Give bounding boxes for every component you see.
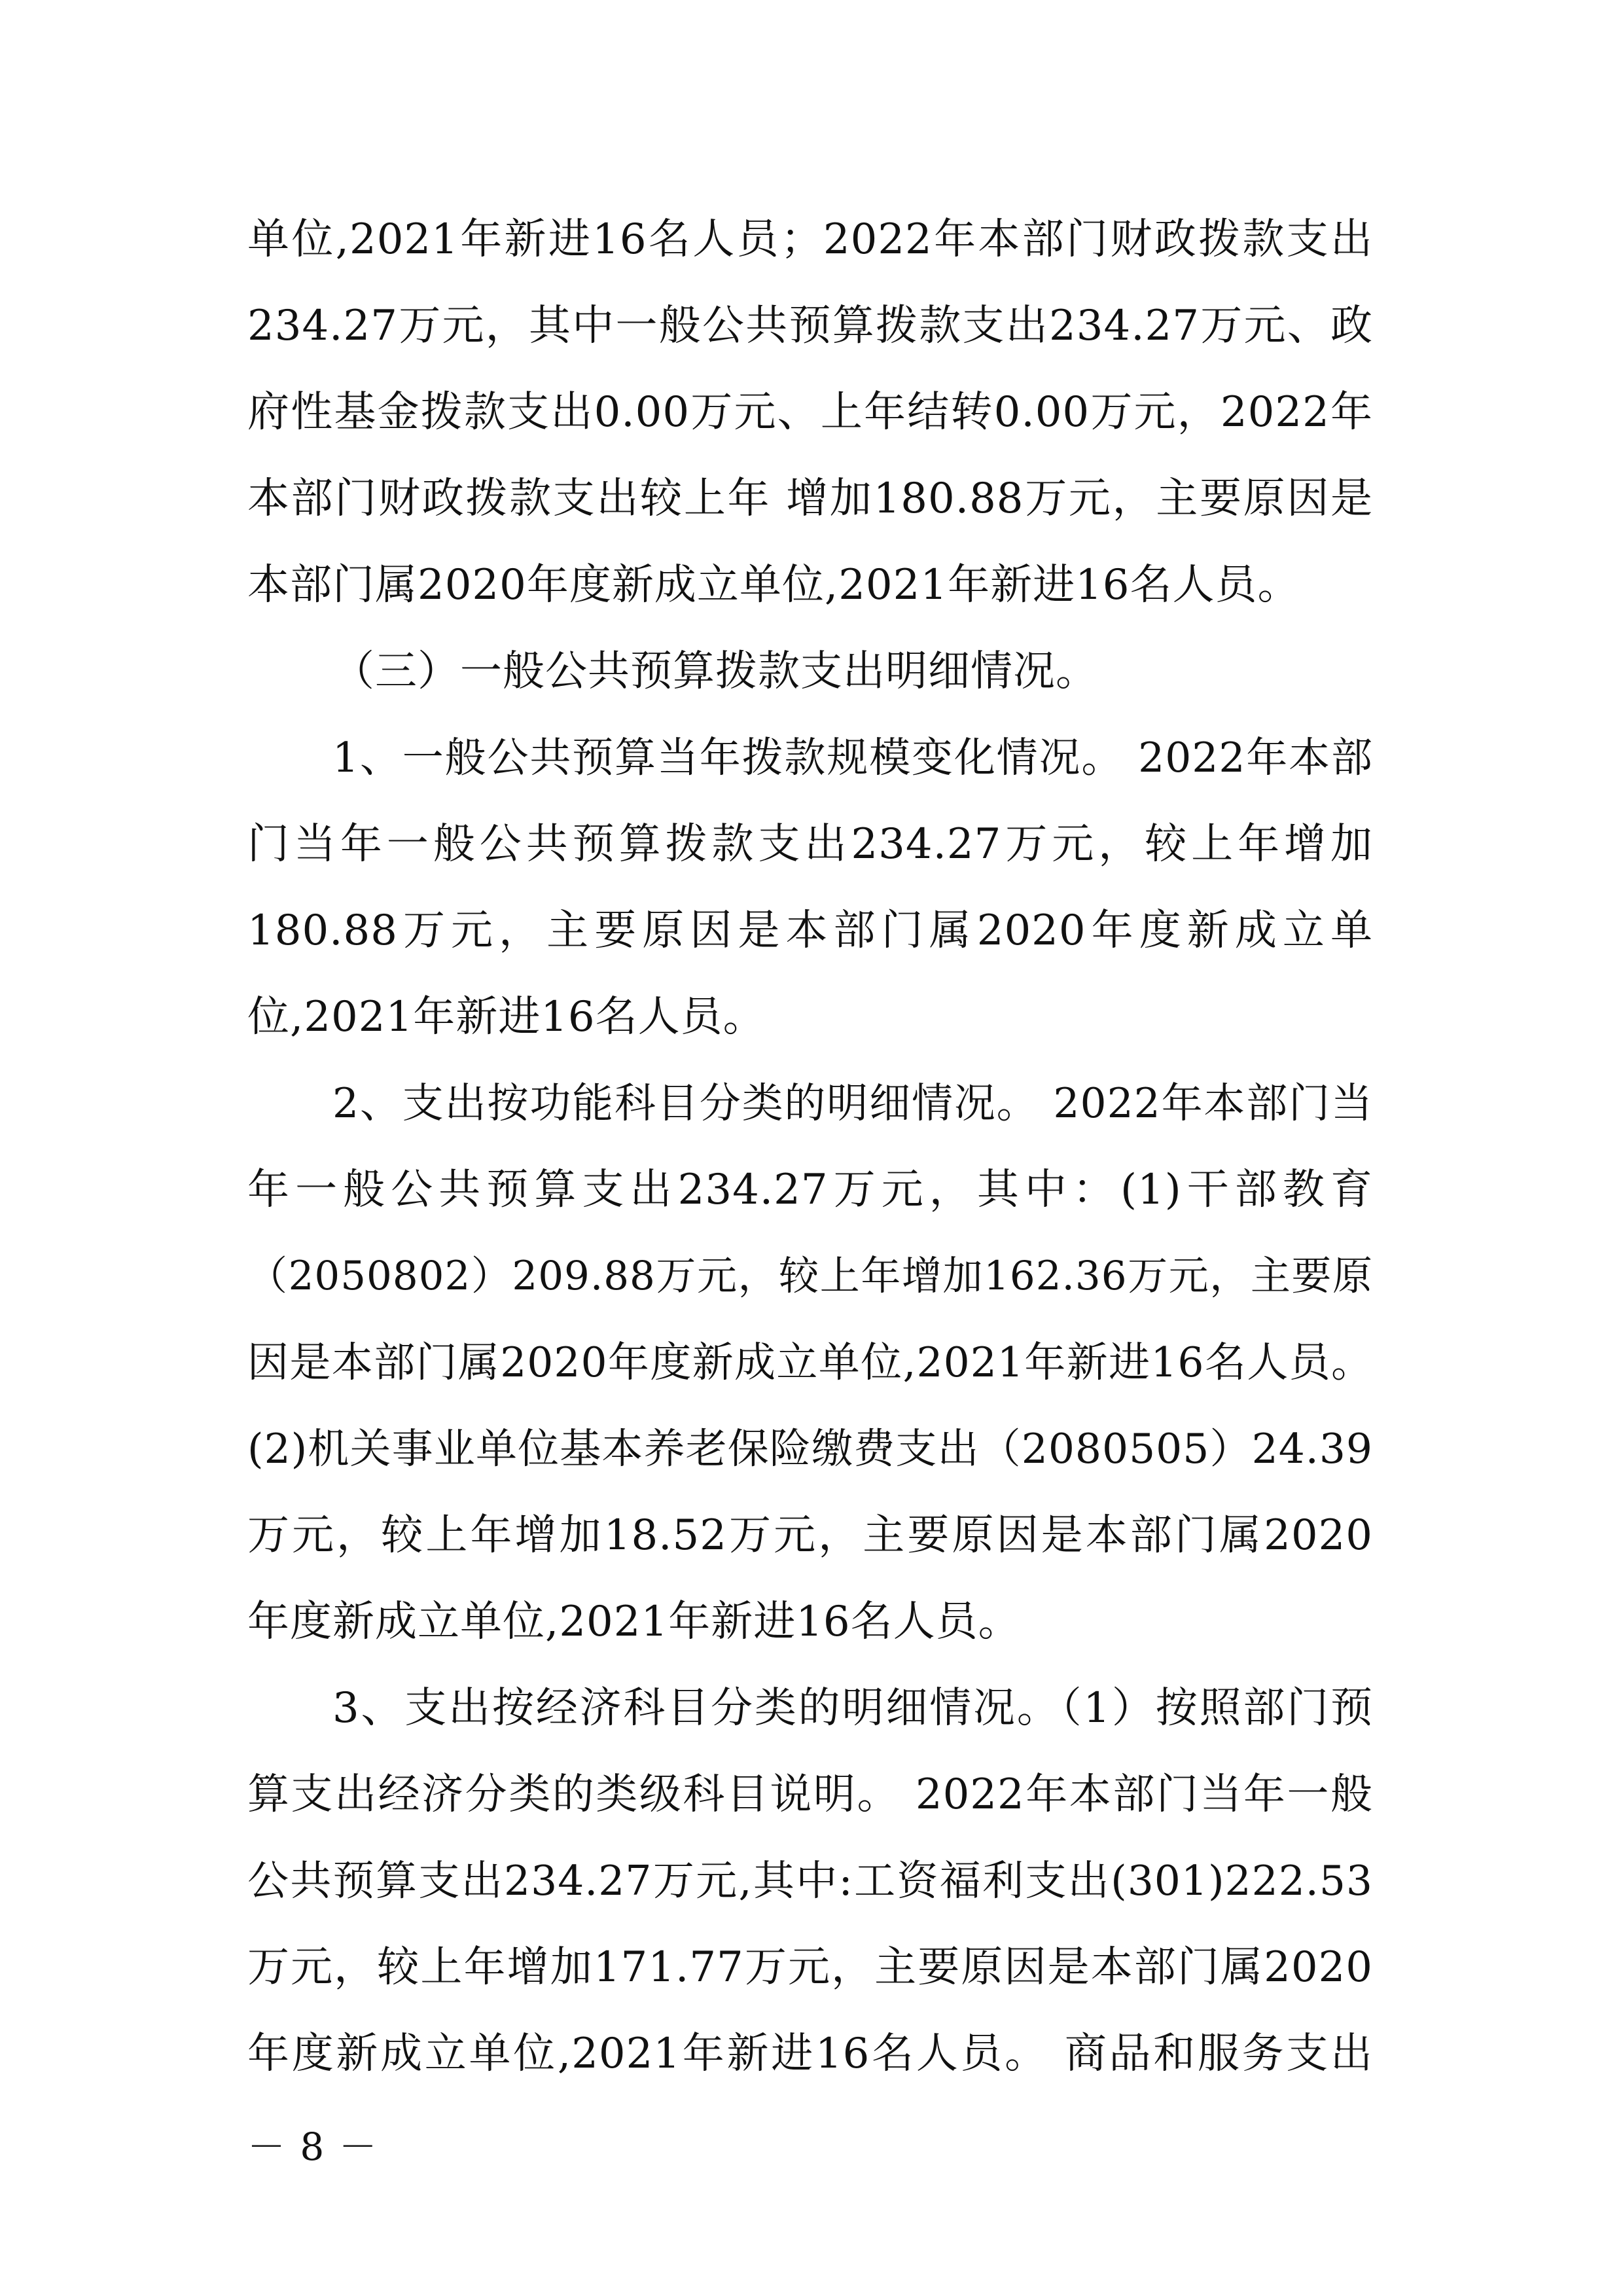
body-text-line: 234.27万元，其中一般公共预算拨款支出234.27万元、政 <box>247 302 1373 350</box>
body-text-line: 公共预算支出234.27万元,其中:工资福利支出(301)222.53 <box>247 1857 1373 1905</box>
body-text-line: 本部门属2020年度新成立单位,2021年新进16名人员。 <box>247 561 1300 609</box>
body-text-line: 因是本部门属2020年度新成立单位,2021年新进16名人员。 <box>247 1338 1373 1386</box>
paragraph-first-line: 1、一般公共预算当年拨款规模变化情况。 2022年本部 <box>332 734 1373 781</box>
body-text-line: 万元，较上年增加18.52万元，主要原因是本部门属2020 <box>247 1511 1373 1560</box>
body-text-line: 万元，较上年增加171.77万元，主要原因是本部门属2020 <box>247 1943 1373 1992</box>
body-text-line: (2)机关事业单位基本养老保险缴费支出（2080505）24.39 <box>247 1425 1373 1473</box>
section-heading: （三）一般公共预算拨款支出明细情况。 <box>332 647 1098 696</box>
body-text-line: 府性基金拨款支出0.00万元、上年结转0.00万元，2022年 <box>247 388 1373 437</box>
body-text-line: 年度新成立单位,2021年新进16名人员。 商品和服务支出 <box>247 2030 1373 2078</box>
body-text-line: 本部门财政拨款支出较上年 增加180.88万元，主要原因是 <box>247 475 1373 523</box>
body-text-line: 位,2021年新进16名人员。 <box>247 993 766 1041</box>
body-text-line: 算支出经济分类的类级科目说明。 2022年本部门当年一般 <box>247 1770 1373 1819</box>
body-text-line: 年度新成立单位,2021年新进16名人员。 <box>247 1598 1021 1646</box>
body-text-line: （2050802）209.88万元，较上年增加162.36万元，主要原 <box>247 1253 1373 1299</box>
paragraph-first-line: 3、支出按经济科目分类的明细情况。（1）按照部门预 <box>332 1684 1373 1732</box>
body-text-line: 年一般公共预算支出234.27万元，其中：(1)干部教育 <box>247 1166 1373 1214</box>
body-text-line: 180.88万元，主要原因是本部门属2020年度新成立单 <box>247 906 1373 955</box>
page-number: － 8 － <box>247 2125 378 2169</box>
body-text-line: 单位,2021年新进16名人员；2022年本部门财政拨款支出 <box>247 215 1373 264</box>
body-text-line: 门当年一般公共预算拨款支出234.27万元，较上年增加 <box>247 820 1373 869</box>
paragraph-first-line: 2、支出按功能科目分类的明细情况。 2022年本部门当 <box>332 1079 1373 1127</box>
